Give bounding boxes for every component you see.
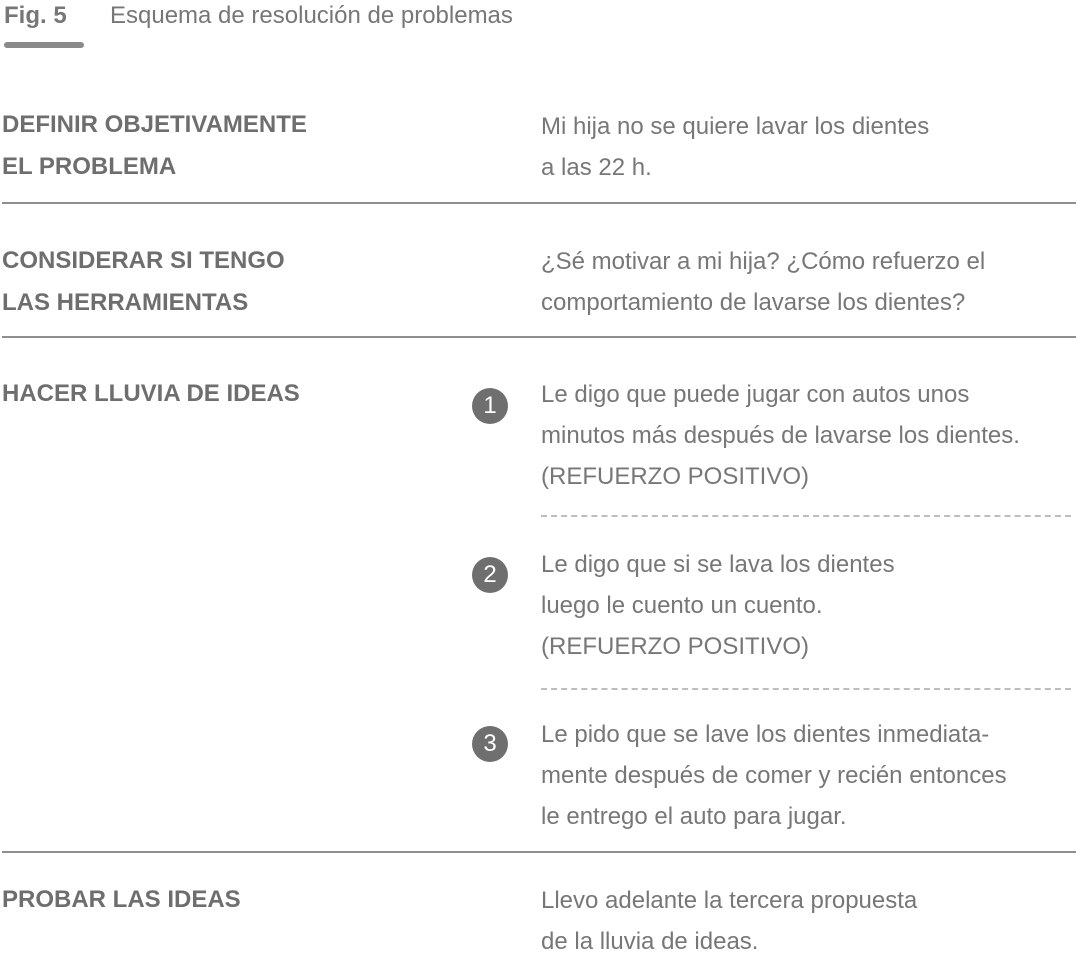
- idea-number-badge: 3: [472, 726, 508, 762]
- step-title-consider-tools: CONSIDERAR SI TENGO LAS HERRAMIENTAS: [2, 247, 285, 316]
- step-text-test-ideas: Llevo adelante la tercera propuesta de la lluvia de ideas.: [541, 887, 918, 955]
- figure-label: Fig. 5: [4, 2, 67, 29]
- section-divider: [2, 851, 1076, 853]
- idea-text: Le digo que puede jugar con autos unos minutos más después de lavarse los dientes. (REFUERZO POSITIVO): [541, 381, 1020, 490]
- section-divider: [2, 202, 1076, 204]
- step-text-define-problem: Mi hija no se quiere lavar los dientes a las 22 h.: [541, 113, 930, 181]
- step-title-brainstorm: HACER LLUVIA DE IDEAS: [2, 380, 300, 407]
- idea-number-badge: 2: [472, 557, 508, 593]
- step-text-consider-tools: ¿Sé motivar a mi hija? ¿Cómo refuerzo el comportamiento de lavarse los dientes?: [541, 248, 986, 316]
- step-title-define-problem: DEFINIR OBJETIVAMENTE EL PROBLEMA: [2, 111, 307, 180]
- idea-divider: [541, 515, 1071, 517]
- idea-text: Le digo que si se lava los dientes luego le cuento un cuento. (REFUERZO POSITIVO): [541, 551, 895, 660]
- idea-number-badge: 1: [472, 388, 508, 424]
- figure-label-underline: [4, 42, 84, 48]
- step-title-test-ideas: PROBAR LAS IDEAS: [2, 886, 241, 913]
- figure-caption: Esquema de resolución de problemas: [110, 2, 513, 29]
- section-divider: [2, 336, 1076, 338]
- idea-text: Le pido que se lave los dientes inmediata- mente después de comer y recién entonces le entrego el auto para jugar.: [541, 721, 1007, 830]
- idea-divider: [541, 688, 1071, 690]
